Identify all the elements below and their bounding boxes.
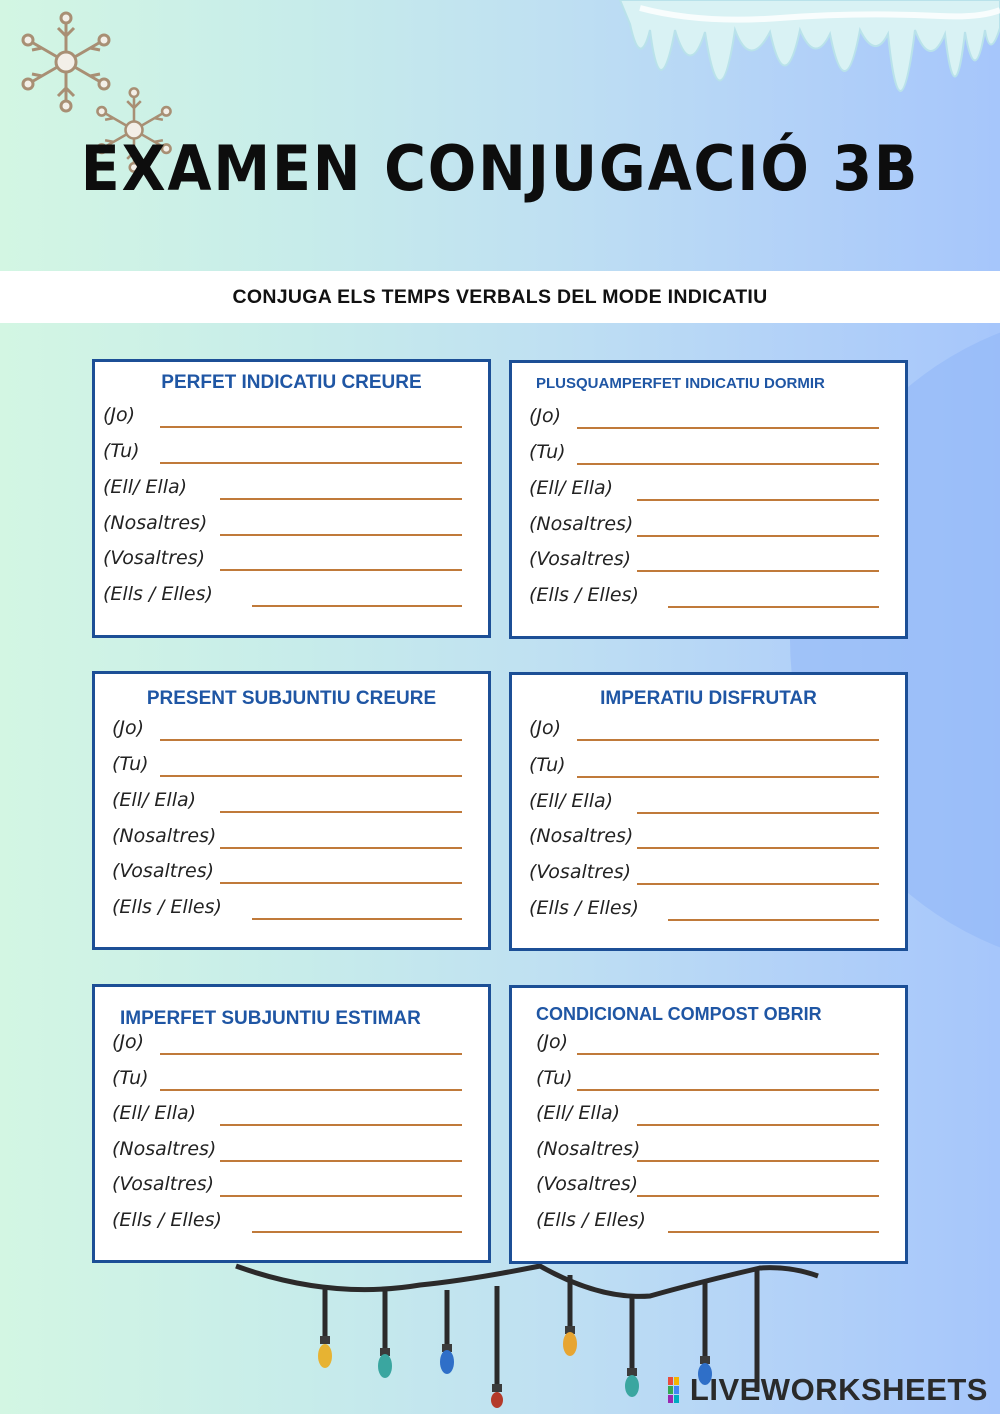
- pronoun-label: (Jo): [103, 404, 136, 426]
- card-title: CONDICIONAL COMPOST OBRIR: [536, 1004, 822, 1024]
- answer-line[interactable]: [220, 498, 462, 500]
- answer-line[interactable]: [668, 919, 879, 921]
- pronoun-label: (Ells / Elles): [529, 897, 639, 919]
- pronoun-label: (Ell/ Ella): [536, 1102, 621, 1124]
- answer-line[interactable]: [637, 570, 879, 572]
- answer-line[interactable]: [220, 882, 462, 884]
- pronoun-label: (Ell/ Ella): [529, 477, 614, 499]
- answer-line[interactable]: [220, 811, 462, 813]
- pronoun-label: (Vosaltres): [112, 860, 215, 882]
- pronoun-label: (Ells / Elles): [103, 583, 213, 605]
- answer-line[interactable]: [577, 739, 879, 741]
- pronoun-label: (Jo): [529, 717, 562, 739]
- answer-line[interactable]: [577, 1053, 879, 1055]
- answer-line[interactable]: [668, 606, 879, 608]
- pronoun-label: (Nosaltres): [103, 512, 208, 534]
- pronoun-label: (Ell/ Ella): [112, 1102, 197, 1124]
- liveworksheets-logo: [668, 1372, 988, 1408]
- answer-line[interactable]: [637, 1124, 879, 1126]
- answer-line[interactable]: [160, 426, 462, 428]
- answer-line[interactable]: [220, 1124, 462, 1126]
- answer-line[interactable]: [220, 847, 462, 849]
- answer-line[interactable]: [252, 605, 462, 607]
- answer-line[interactable]: [220, 534, 462, 536]
- pronoun-label: (Tu): [529, 754, 566, 776]
- liveworksheets-logo-icon: [668, 1377, 688, 1403]
- answer-line[interactable]: [220, 1195, 462, 1197]
- pronoun-label: (Ells / Elles): [112, 896, 222, 918]
- answer-line[interactable]: [637, 883, 879, 885]
- answer-line[interactable]: [637, 847, 879, 849]
- pronoun-label: (Tu): [529, 441, 566, 463]
- answer-line[interactable]: [220, 569, 462, 571]
- instruction-banner: [0, 271, 1000, 323]
- pronoun-label: (Nosaltres): [112, 825, 217, 847]
- pronoun-label: (Vosaltres): [103, 547, 206, 569]
- pronoun-label: (Jo): [529, 405, 562, 427]
- instruction-text: CONJUGA ELS TEMPS VERBALS DEL MODE INDICATIU: [232, 285, 768, 308]
- answer-line[interactable]: [577, 427, 879, 429]
- pronoun-label: (Tu): [536, 1067, 573, 1089]
- pronoun-label: (Tu): [103, 440, 140, 462]
- pronoun-label: (Jo): [112, 717, 145, 739]
- pronoun-label: (Vosaltres): [529, 548, 632, 570]
- pronoun-label: (Tu): [112, 1067, 149, 1089]
- pronoun-label: (Vosaltres): [112, 1173, 215, 1195]
- answer-line[interactable]: [577, 776, 879, 778]
- answer-line[interactable]: [577, 1089, 879, 1091]
- answer-line[interactable]: [160, 739, 462, 741]
- pronoun-label: (Ells / Elles): [536, 1209, 646, 1231]
- answer-line[interactable]: [160, 775, 462, 777]
- pronoun-label: (Jo): [536, 1031, 569, 1053]
- pronoun-label: (Jo): [112, 1031, 145, 1053]
- pronoun-label: (Nosaltres): [529, 513, 634, 535]
- card-title: PERFET INDICATIU CREURE: [161, 372, 422, 393]
- answer-line[interactable]: [252, 1231, 462, 1233]
- page-title: EXAMEN CONJUGACIÓ 3B: [80, 132, 920, 205]
- pronoun-label: (Nosaltres): [529, 825, 634, 847]
- answer-line[interactable]: [160, 1053, 462, 1055]
- snowflake-icon: [23, 13, 109, 111]
- answer-line[interactable]: [637, 812, 879, 814]
- answer-line[interactable]: [637, 535, 879, 537]
- footer-brand: LIVEWORKSHEETS: [689, 1372, 988, 1407]
- pronoun-label: (Vosaltres): [529, 861, 632, 883]
- answer-line[interactable]: [668, 1231, 879, 1233]
- pronoun-label: (Nosaltres): [112, 1138, 217, 1160]
- answer-line[interactable]: [220, 1160, 462, 1162]
- pronoun-label: (Nosaltres): [536, 1138, 641, 1160]
- answer-line[interactable]: [252, 918, 462, 920]
- pronoun-label: (Ells / Elles): [112, 1209, 222, 1231]
- icicles-decoration: [620, 0, 1000, 91]
- answer-line[interactable]: [637, 1160, 879, 1162]
- answer-line[interactable]: [637, 1195, 879, 1197]
- answer-line[interactable]: [637, 499, 879, 501]
- answer-line[interactable]: [577, 463, 879, 465]
- pronoun-label: (Ell/ Ella): [529, 790, 614, 812]
- card-title: IMPERATIU DISFRUTAR: [600, 688, 817, 709]
- pronoun-label: (Tu): [112, 753, 149, 775]
- card-title: IMPERFET SUBJUNTIU ESTIMAR: [120, 1008, 421, 1029]
- answer-line[interactable]: [160, 462, 462, 464]
- pronoun-label: (Ell/ Ella): [103, 476, 188, 498]
- card-title: PRESENT SUBJUNTIU CREURE: [146, 688, 437, 709]
- pronoun-label: (Vosaltres): [536, 1173, 639, 1195]
- pronoun-label: (Ell/ Ella): [112, 789, 197, 811]
- answer-line[interactable]: [160, 1089, 462, 1091]
- pronoun-label: (Ells / Elles): [529, 584, 639, 606]
- card-title: PLUSQUAMPERFET INDICATIU DORMIR: [536, 375, 825, 392]
